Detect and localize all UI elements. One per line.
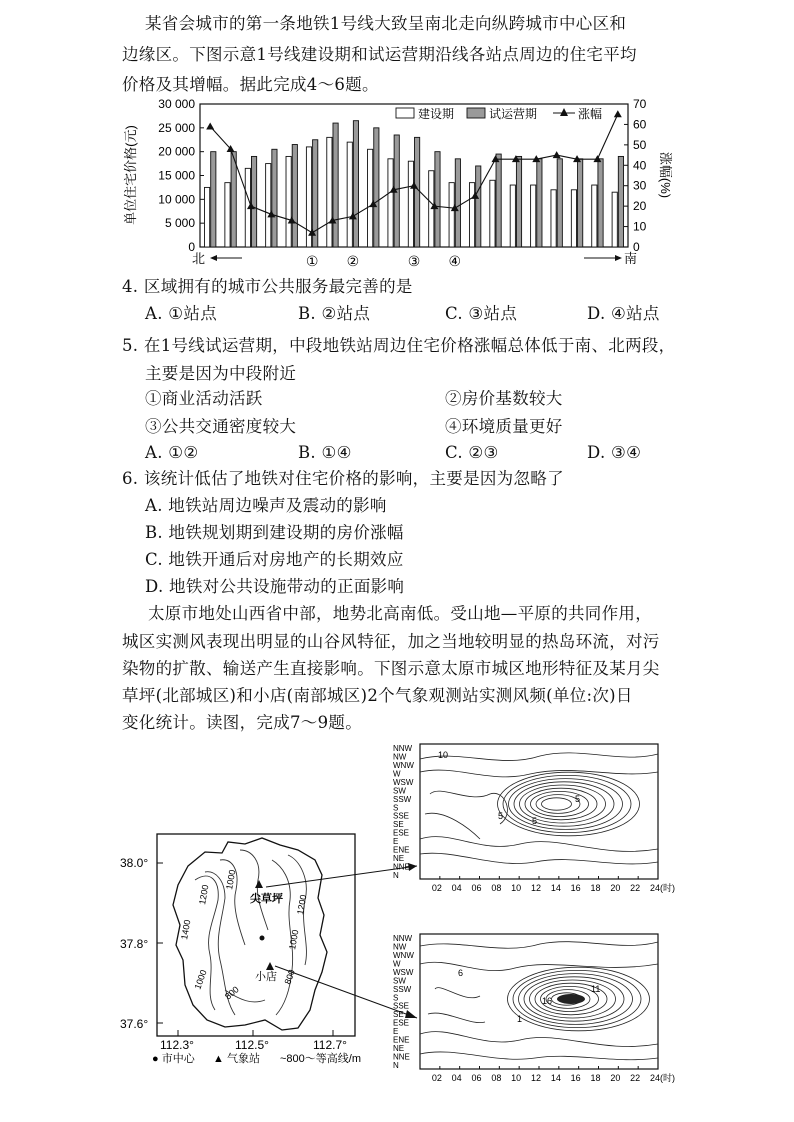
bar-trial	[251, 156, 256, 247]
y2-tick-label: 0	[633, 240, 640, 254]
station-mark-label: ④	[448, 253, 462, 269]
direction-label: N	[393, 1060, 399, 1070]
bar-trial	[496, 154, 501, 247]
price-chart	[0, 95, 794, 375]
bar-construction	[327, 137, 332, 247]
growth-point	[206, 122, 214, 129]
bar-trial	[537, 159, 542, 247]
q4-stem: 4. 区域拥有的城市公共服务最完善的是	[122, 277, 413, 296]
hour-label: 04	[451, 1073, 462, 1083]
direction-label: W	[393, 959, 401, 969]
lon-label-112.5: 112.5°	[235, 1038, 269, 1052]
plot-frame	[200, 104, 628, 247]
contour-value-label: 5	[532, 816, 538, 826]
hour-label: 20	[610, 883, 621, 893]
bar-trial	[231, 152, 236, 247]
bar-trial	[557, 159, 562, 247]
q5-option-a[interactable]: A. ①②	[145, 443, 199, 462]
legend-construction: 建设期	[418, 107, 455, 121]
q5-item-3: ③公共交通密度较大	[145, 417, 297, 436]
direction-label: SE	[393, 820, 404, 830]
bar-construction	[347, 142, 352, 247]
intro1-line1: 某省会城市的第一条地铁1号线大致呈南北走向纵跨城市中心区和	[145, 14, 627, 33]
hour-label: 14	[550, 883, 561, 893]
contour-value-label: 1	[517, 1014, 523, 1024]
bar-construction	[531, 185, 536, 247]
lon-label-112.7: 112.7°	[313, 1038, 347, 1052]
bar-construction	[571, 190, 576, 247]
bar-trial	[415, 137, 420, 247]
y2-tick-label: 60	[633, 117, 647, 132]
bar-construction	[551, 190, 556, 247]
hour-label: 02	[431, 1073, 442, 1083]
direction-label: NNE	[393, 1052, 410, 1062]
hour-label: 18	[590, 883, 601, 893]
y2-tick-label: 10	[633, 219, 647, 234]
contour-value-label: 5	[498, 811, 504, 821]
hour-label: 12	[531, 883, 542, 893]
direction-label: NNE	[393, 862, 410, 872]
wind-plot-jiancaoping	[393, 744, 675, 893]
y-tick-label: 25 000	[158, 120, 195, 135]
direction-label: ENE	[393, 1035, 410, 1045]
contour-label-6: 1200	[295, 893, 309, 916]
growth-point	[614, 110, 622, 117]
y2-tick-label: 70	[633, 97, 647, 111]
lat-label-37.8: 37.8°	[120, 937, 149, 951]
intro2-line3: 染物的扩散、输送产生直接影响。下图示意太原市城区地形特征及某月尖	[122, 659, 660, 678]
y-tick-label: 30 000	[158, 97, 195, 111]
direction-label: SW	[393, 786, 406, 796]
bar-construction	[510, 185, 515, 247]
bar-construction	[592, 185, 597, 247]
growth-point	[553, 151, 561, 158]
hour-label: 16	[570, 883, 581, 893]
direction-label: SE	[393, 1010, 404, 1020]
hour-label: 12	[531, 1073, 542, 1083]
direction-label: N	[393, 870, 399, 880]
direction-label: NNW	[393, 744, 413, 754]
hour-label: 22	[630, 1073, 641, 1083]
direction-label: SSW	[393, 984, 412, 994]
lat-label-37.6: 37.6°	[120, 1017, 149, 1031]
station-xiaodian-label: 小店	[255, 971, 277, 983]
direction-label: W	[393, 769, 401, 779]
q4-option-c[interactable]: C. ③站点	[445, 304, 518, 323]
q5-stem-line2: 主要是因为中段附近	[145, 364, 297, 383]
q5-item-2: ②房价基数较大	[445, 389, 563, 408]
y-tick-label: 20 000	[158, 144, 195, 159]
legend-growth: 涨幅	[578, 107, 603, 121]
direction-label: NW	[393, 752, 407, 762]
bar-trial	[516, 156, 521, 247]
station-mark-label: ①	[305, 253, 319, 269]
bar-trial	[455, 159, 460, 247]
direction-label: S	[393, 993, 399, 1003]
q4-option-b[interactable]: B. ②站点	[298, 304, 371, 323]
q6-option-a[interactable]: A. 地铁站周边噪声及震动的影响	[145, 496, 387, 515]
bar-construction	[449, 183, 454, 247]
legend-swatch-construction	[396, 108, 414, 118]
bar-trial	[353, 121, 358, 247]
contour-value-label: 16	[542, 996, 553, 1006]
y-tick-label: 15 000	[158, 168, 195, 183]
direction-label: NE	[393, 1043, 405, 1053]
bar-construction	[368, 149, 373, 247]
direction-label: NNW	[393, 934, 413, 944]
intro2-line1: 太原市地处山西省中部，地势北高南低。受山地—平原的共同作用，	[148, 604, 652, 623]
legend-station: ▲ 气象站	[213, 1053, 260, 1065]
north-label: 北	[192, 251, 206, 266]
direction-label: WSW	[393, 967, 414, 977]
bar-construction	[388, 159, 393, 247]
bar-construction	[225, 183, 230, 247]
bar-trial	[211, 152, 216, 247]
direction-label: E	[393, 837, 399, 847]
q4-option-d[interactable]: D. ④站点	[587, 304, 660, 323]
legend-swatch-trial	[467, 108, 485, 118]
bar-trial	[435, 152, 440, 247]
station-mark-label: ③	[407, 253, 421, 269]
legend-contour: ~800～等高线/m	[280, 1053, 361, 1065]
direction-label: SW	[393, 976, 406, 986]
intro2-line4: 草坪(北部城区)和小店(南部城区)2个气象观测站实测风频(单位:次)日	[122, 686, 633, 705]
y-axis-label: 单位住宅价格(元)	[123, 125, 138, 225]
direction-label: ENE	[393, 845, 410, 855]
direction-label: E	[393, 1027, 399, 1037]
contour-label-3: 1400	[179, 918, 193, 941]
bar-trial	[292, 145, 297, 247]
direction-label: WNW	[393, 951, 414, 961]
contour-core	[557, 994, 585, 1004]
station-jiancaoping-label: 尖草坪	[250, 893, 283, 905]
q6-option-d[interactable]: D. 地铁对公共设施带动的正面影响	[145, 577, 405, 596]
direction-label: SSW	[393, 794, 412, 804]
lon-label-112.3: 112.3°	[160, 1038, 194, 1052]
bar-trial	[476, 166, 481, 247]
y2-tick-label: 50	[633, 137, 647, 152]
y2-tick-label: 40	[633, 158, 647, 173]
hour-label: 24(时)	[650, 1073, 676, 1083]
north-arrowhead-icon	[210, 255, 217, 261]
bar-trial	[618, 156, 623, 247]
hour-label: 22	[630, 883, 641, 893]
q5-option-b[interactable]: B. ①④	[298, 443, 352, 462]
legend-triangle-icon	[560, 108, 568, 116]
bar-trial	[578, 159, 583, 247]
q5-stem-line1: 5. 在1号线试运营期，中段地铁站周边住宅价格涨幅总体低于南、北两段，	[122, 336, 676, 355]
direction-label: NW	[393, 942, 407, 952]
hour-label: 04	[451, 883, 462, 893]
contour-label-5: 800	[222, 984, 241, 1002]
contour-label-4: 1000	[192, 968, 209, 991]
q4-option-a[interactable]: A. ①站点	[145, 304, 217, 323]
bar-trial	[598, 159, 603, 247]
q5-option-c[interactable]: C. ②③	[445, 443, 499, 462]
hour-label: 06	[471, 883, 482, 893]
y2-axis-label: 涨幅(%)	[658, 151, 673, 199]
y-tick-label: 5 000	[164, 216, 195, 231]
direction-label: S	[393, 803, 399, 813]
intro1-line2: 边缘区。下图示意1号线建设期和试运营期沿线各站点周边的住宅平均	[122, 45, 637, 64]
bar-construction	[408, 161, 413, 247]
legend-trial: 试运营期	[489, 107, 538, 121]
direction-label: SSE	[393, 1001, 410, 1011]
contour-value-label: 11	[591, 984, 601, 994]
contour-label-8: 800	[282, 968, 298, 986]
hour-label: 18	[590, 1073, 601, 1083]
lat-label-38.0: 38.0°	[120, 856, 149, 870]
direction-label: NE	[393, 853, 405, 863]
bar-construction	[204, 187, 209, 247]
bar-construction	[612, 192, 617, 247]
intro2-line2: 城区实测风表现出明显的山谷风特征，加之当地较明显的热岛环流，对污	[122, 632, 660, 651]
contour-label-1: 1200	[197, 883, 211, 906]
wind-frequency-plots	[0, 742, 794, 1122]
bar-trial	[272, 149, 277, 247]
hour-label: 08	[491, 1073, 502, 1083]
wind-plot-frame	[420, 744, 658, 879]
contour-value-label: 5	[575, 794, 581, 804]
q5-item-4: ④环境质量更好	[445, 417, 563, 436]
hour-label: 24(时)	[650, 883, 676, 893]
south-arrowhead-icon	[615, 255, 622, 261]
direction-label: ESE	[393, 828, 410, 838]
y2-tick-label: 20	[633, 199, 647, 214]
q5-option-d[interactable]: D. ③④	[587, 443, 642, 462]
direction-label: WNW	[393, 761, 414, 771]
direction-label: WSW	[393, 777, 414, 787]
direction-label: ESE	[393, 1018, 410, 1028]
hour-label: 14	[550, 1073, 561, 1083]
bar-trial	[333, 123, 338, 247]
contour-value-label: 10	[438, 750, 449, 760]
contour-value-label: 6	[458, 968, 464, 978]
q5-item-1: ①商业活动活跃	[145, 389, 263, 408]
station-mark-label: ②	[346, 253, 360, 269]
bar-construction	[490, 180, 495, 247]
south-label: 南	[624, 251, 638, 266]
wind-plot-xiaodian	[393, 934, 675, 1083]
contour-label-2: 1000	[224, 868, 238, 891]
y-tick-label: 10 000	[158, 192, 195, 207]
hour-label: 02	[431, 883, 442, 893]
hour-label: 06	[471, 1073, 482, 1083]
bar-construction	[469, 183, 474, 247]
y-tick-label: 0	[188, 240, 195, 254]
q6-stem: 6. 该统计低估了地铁对住宅价格的影响，主要是因为忽略了	[122, 469, 564, 488]
bar-construction	[286, 156, 291, 247]
y2-tick-label: 30	[633, 178, 647, 193]
hour-label: 08	[491, 883, 502, 893]
hour-label: 16	[570, 1073, 581, 1083]
intro2-line5: 变化统计。读图，完成7～9题。	[122, 713, 362, 732]
bar-trial	[374, 128, 379, 247]
q6-option-c[interactable]: C. 地铁开通后对房地产的长期效应	[145, 550, 404, 569]
hour-label: 10	[511, 883, 522, 893]
hour-label: 20	[610, 1073, 621, 1083]
hour-label: 10	[511, 1073, 522, 1083]
wind-plot-frame	[420, 934, 658, 1069]
q6-option-b[interactable]: B. 地铁规划期到建设期的房价涨幅	[145, 523, 404, 542]
legend-center: ● 市中心	[152, 1053, 195, 1065]
bar-construction	[266, 164, 271, 247]
contour-label-7: 1000	[287, 928, 301, 951]
direction-label: SSE	[393, 811, 410, 821]
intro1-line3: 价格及其增幅。据此完成4～6题。	[122, 75, 379, 94]
